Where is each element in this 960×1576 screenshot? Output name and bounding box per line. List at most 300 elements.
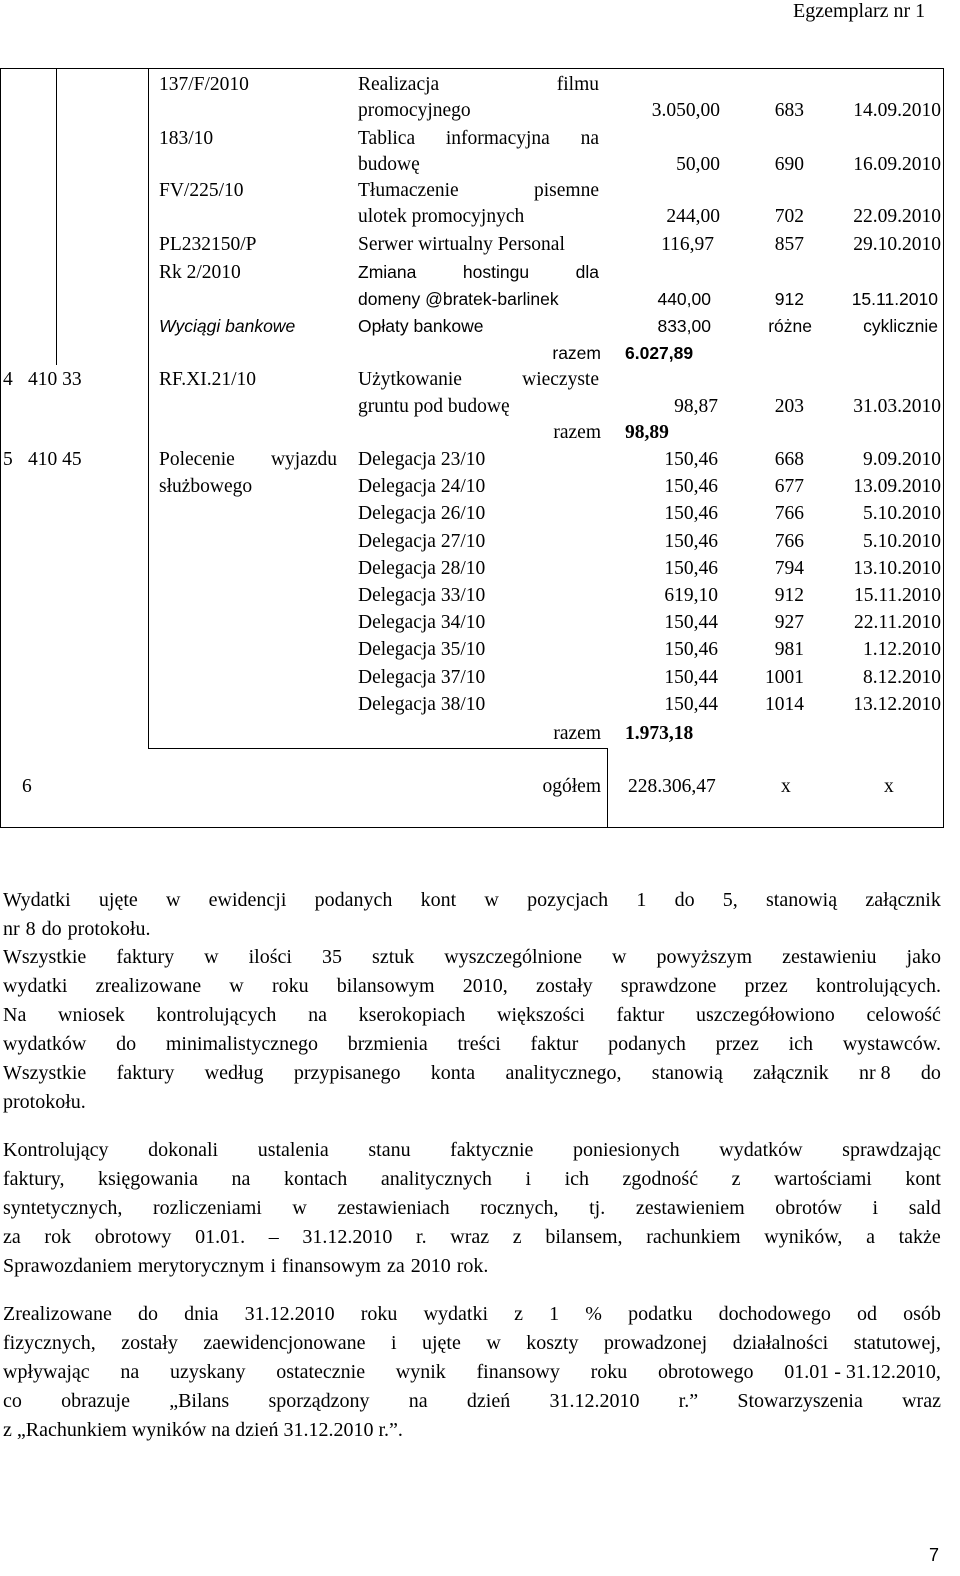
word: a <box>866 1225 875 1248</box>
amount: 50,00 <box>676 154 720 175</box>
word: rok <box>44 1225 72 1248</box>
word: kserokopiach <box>358 1003 466 1026</box>
word: stanu <box>368 1139 411 1161</box>
word: zostały <box>121 1331 178 1354</box>
word: – <box>268 1225 279 1248</box>
word: Wszystkie <box>3 946 87 968</box>
table-top-border <box>0 68 944 69</box>
word: sprawdzając <box>842 1139 941 1161</box>
word: z „Rachunkiem wyników na dzień 31.12.2010 r.”. <box>3 1418 403 1441</box>
table-left-border <box>0 68 1 828</box>
word: uzyskany <box>169 1360 246 1383</box>
paragraph <box>3 1300 941 1445</box>
word: faktycznie <box>450 1139 534 1161</box>
word: i <box>270 1254 277 1277</box>
text-line <box>3 1358 941 1387</box>
word: Zmiana <box>358 262 417 282</box>
word: protokołu. <box>67 917 151 940</box>
word: za <box>3 1225 21 1248</box>
word: na <box>120 1360 140 1383</box>
word: kontach <box>283 1167 348 1190</box>
word: rocznych, <box>480 1196 559 1219</box>
word: Na <box>3 1003 27 1026</box>
subtotal-value: 98,89 <box>625 422 669 443</box>
word: Kontrolujący <box>3 1139 109 1161</box>
delegation-description: Delegacja 35/10 <box>358 639 486 661</box>
delegation-description: Delegacja 37/10 <box>358 666 486 688</box>
word: faktury <box>116 1061 175 1084</box>
grand-total-no: x <box>781 776 791 797</box>
delegation-description: Delegacja 28/10 <box>358 557 486 579</box>
delegation-description: Delegacja 34/10 <box>358 612 486 634</box>
word: 31.12.2010 <box>549 1389 640 1412</box>
description-line: Opłaty bankowe <box>358 316 484 336</box>
word: podatku <box>628 1303 693 1325</box>
word: wniosek <box>58 1003 125 1026</box>
description-line <box>358 128 599 150</box>
word: rachunkiem <box>646 1225 741 1248</box>
word: uszczegółowiono <box>695 1003 835 1026</box>
paragraph <box>3 886 941 944</box>
word: na <box>408 1389 428 1412</box>
word: rozliczeniami <box>153 1196 262 1219</box>
word: Użytkowanie <box>358 369 462 390</box>
word: Realizacja <box>358 74 440 95</box>
amount: 150,46 <box>664 639 718 661</box>
entry-date: 29.10.2010 <box>853 234 941 255</box>
text-line <box>3 1059 941 1088</box>
entry-date: 1.12.2010 <box>863 639 941 661</box>
word: obrotowy <box>94 1225 172 1248</box>
word: zestawieniem <box>635 1196 745 1219</box>
word: sald <box>908 1196 941 1219</box>
word: do <box>137 1303 158 1325</box>
entry-date: 13.10.2010 <box>853 557 941 579</box>
word: faktury <box>116 946 175 968</box>
description-line <box>358 369 599 391</box>
word: Wydatki <box>3 889 71 911</box>
doc-number: 137/F/2010 <box>159 74 249 95</box>
account-number: 410 45 <box>28 449 82 470</box>
word: dokonali <box>148 1139 219 1161</box>
delegation-description: Delegacja 27/10 <box>358 530 486 552</box>
description-line: promocyjnego <box>358 100 471 121</box>
entry-date: 13.09.2010 <box>853 476 941 498</box>
paragraph <box>3 1136 941 1281</box>
word: ustalenia <box>257 1139 329 1161</box>
delegation-description: Delegacja 26/10 <box>358 503 486 525</box>
text-line <box>3 1165 941 1194</box>
description-line <box>358 74 599 96</box>
doc-number: 183/10 <box>159 128 214 149</box>
word: wydatków <box>3 1032 87 1055</box>
entry-date: 16.09.2010 <box>853 154 941 175</box>
word: wraz <box>450 1225 490 1248</box>
word: faktury, <box>3 1167 65 1190</box>
amount: 150,46 <box>664 503 718 525</box>
description-line <box>358 262 599 283</box>
word: 31.12.2010 <box>302 1225 393 1248</box>
word: celowość <box>866 1003 941 1026</box>
word: Tłumaczenie <box>358 180 459 201</box>
subtotal-label: razem <box>553 422 601 443</box>
word: zgodność <box>622 1167 699 1190</box>
word: większości <box>497 1003 585 1026</box>
delegation-description: Delegacja 38/10 <box>358 693 486 715</box>
entry-number: 677 <box>774 476 804 498</box>
word: informacyjna <box>445 128 550 149</box>
word: hostingu <box>462 262 530 282</box>
word: stanowią <box>651 1061 723 1084</box>
word: wpływając <box>3 1360 90 1383</box>
word: wydatki <box>3 974 68 997</box>
word: w <box>229 974 244 997</box>
entry-date: 5.10.2010 <box>863 530 941 552</box>
text-line <box>3 1416 941 1445</box>
word: 31.12.2010 <box>244 1303 335 1325</box>
word: nr 8 <box>858 1061 891 1084</box>
word: 2010 <box>410 1254 451 1277</box>
text-line <box>3 1223 941 1252</box>
word: podanych <box>314 889 393 911</box>
entry-number: 203 <box>774 396 804 417</box>
word: przez <box>715 1032 759 1055</box>
word: ich <box>564 1167 589 1190</box>
section-number: 4 <box>3 369 13 390</box>
word: Zrealizowane <box>3 1303 112 1325</box>
section-number: 6 <box>22 776 32 797</box>
word: od <box>856 1303 877 1325</box>
word: Stowarzyszenia <box>737 1389 863 1412</box>
word: 2010, <box>462 974 508 997</box>
word: fizycznych, <box>3 1331 96 1354</box>
entry-number: 981 <box>774 639 804 661</box>
word: roku <box>590 1360 628 1383</box>
text-line <box>3 915 941 944</box>
entry-number: 912 <box>774 585 804 606</box>
word: osób <box>903 1303 941 1325</box>
word: zaewidencjonowane <box>203 1331 366 1354</box>
word: kontrolujących <box>156 1003 277 1026</box>
word: ostatecznie <box>276 1360 366 1383</box>
word: wynik <box>395 1360 446 1383</box>
entry-number: 857 <box>774 234 804 255</box>
entry-date: 22.09.2010 <box>853 206 941 227</box>
grand-total-value: 228.306,47 <box>628 776 716 797</box>
section-title-line: służbowego <box>159 476 253 497</box>
table-row-divider <box>148 748 608 749</box>
description-line: gruntu pod budowę <box>358 396 510 417</box>
copy-label: Egzemplarz nr 1 <box>793 0 926 22</box>
word: obrotów <box>775 1196 842 1219</box>
entry-number: 1014 <box>765 693 804 715</box>
entry-number: 702 <box>774 206 804 227</box>
word: roku <box>271 974 309 997</box>
word: r. <box>416 1225 427 1248</box>
entry-number: 766 <box>774 530 804 552</box>
word: wraz <box>902 1389 941 1412</box>
description-line: Serwer wirtualny Personal <box>358 234 565 255</box>
word: rok. <box>456 1254 489 1277</box>
entry-date: 5.10.2010 <box>863 503 941 525</box>
word: z <box>731 1167 741 1190</box>
word: 1 <box>636 889 647 911</box>
subtotal-label: razem <box>552 343 601 363</box>
word: i <box>390 1331 397 1354</box>
word: za <box>386 1254 405 1277</box>
entry-date: 9.09.2010 <box>863 449 941 470</box>
text-line <box>3 943 941 972</box>
word: Tablica <box>358 128 416 149</box>
word: zestawieniach <box>337 1196 450 1219</box>
description-line: ulotek promocyjnych <box>358 206 525 227</box>
word: pozycjach <box>527 889 609 911</box>
word: minimalistycznego <box>165 1032 319 1055</box>
amount: 98,87 <box>674 396 718 417</box>
word: co <box>3 1389 22 1412</box>
amount: 150,46 <box>664 557 718 579</box>
word: treści <box>457 1032 501 1055</box>
word: w <box>486 1331 501 1354</box>
word: zostały <box>535 974 593 997</box>
word: wyszczególnione <box>444 946 583 968</box>
word: tj. <box>589 1196 606 1219</box>
table-bottom-border <box>0 827 944 828</box>
word: ilości <box>248 946 292 968</box>
amount: 619,10 <box>664 585 718 606</box>
entry-number: 927 <box>774 612 804 634</box>
word: bilansowym <box>336 974 435 997</box>
word: załącznik <box>865 889 941 911</box>
word: sprawdzone <box>620 974 717 997</box>
word: w <box>204 946 219 968</box>
table-col-divider <box>148 68 149 749</box>
entry-number: 766 <box>774 503 804 525</box>
entry-number: 1001 <box>765 666 804 688</box>
subtotal-value: 6.027,89 <box>625 343 694 363</box>
delegation-description: Delegacja 24/10 <box>358 476 486 498</box>
word: 5, <box>722 889 738 911</box>
word: koszty <box>526 1331 579 1354</box>
word: dla <box>575 262 599 282</box>
entry-number: 912 <box>774 289 804 309</box>
entry-date: 15.11.2010 <box>853 585 941 606</box>
word: w <box>292 1196 307 1219</box>
amount: 150,46 <box>664 476 718 498</box>
word: i <box>872 1196 879 1219</box>
page-number: 7 <box>929 1545 940 1565</box>
word: analitycznego, <box>505 1061 622 1084</box>
text-line <box>3 1088 941 1117</box>
text-line <box>3 1387 941 1416</box>
word: dnia <box>184 1303 219 1325</box>
section-title-line <box>159 449 337 471</box>
word: „Bilans <box>169 1389 230 1412</box>
account-number: 410 33 <box>28 369 82 390</box>
amount: 833,00 <box>657 316 711 336</box>
word: 01.01. <box>195 1225 246 1248</box>
text-line <box>3 1030 941 1059</box>
word: z <box>514 1303 524 1325</box>
entry-number: 690 <box>774 154 804 175</box>
amount: 116,97 <box>661 234 714 255</box>
word: statutowej, <box>853 1331 941 1354</box>
word: filmu <box>556 74 599 95</box>
word: protokołu. <box>3 1090 86 1113</box>
entry-number: 683 <box>774 100 804 121</box>
description-line: budowę <box>358 154 420 175</box>
word: finansowym <box>282 1254 381 1277</box>
word: także <box>898 1225 941 1248</box>
text-line <box>3 886 941 915</box>
word: w <box>612 946 627 968</box>
entry-number: różne <box>768 316 812 336</box>
word: poniesionych <box>573 1139 680 1161</box>
word: dzień <box>466 1389 511 1412</box>
amount: 150,46 <box>664 449 718 470</box>
word: pisemne <box>534 180 599 201</box>
text-line <box>3 1252 941 1281</box>
word: wydatki <box>423 1303 488 1325</box>
word: wieczyste <box>522 369 599 390</box>
entry-date: 13.12.2010 <box>853 693 941 715</box>
word: do <box>674 889 695 911</box>
word: obrazuje <box>61 1389 130 1412</box>
word: wyników, <box>764 1225 843 1248</box>
word: analitycznych <box>380 1167 492 1190</box>
description-line: domeny @bratek-barlinek <box>358 289 559 309</box>
entry-date: 22.11.2010 <box>853 612 941 634</box>
subtotal-label: razem <box>553 723 601 744</box>
description-line <box>358 180 599 202</box>
word: wartościami <box>774 1167 872 1190</box>
word: 1 <box>549 1303 560 1325</box>
word: 8 <box>25 917 36 940</box>
word: do <box>920 1061 941 1084</box>
table-col-divider <box>607 748 608 828</box>
word: księgowania <box>98 1167 198 1190</box>
text-line <box>3 1329 941 1358</box>
word: finansowy <box>476 1360 560 1383</box>
word: zestawieniu <box>782 946 877 968</box>
subtotal-value: 1.973,18 <box>625 723 694 744</box>
text-line <box>3 1300 941 1329</box>
word: faktur <box>616 1003 665 1026</box>
word: wyjazdu <box>270 449 337 470</box>
entry-number: 794 <box>774 557 804 579</box>
entry-number: 668 <box>774 449 804 470</box>
amount: 440,00 <box>657 289 711 309</box>
word: przypisanego <box>293 1061 401 1084</box>
word: z <box>512 1225 522 1248</box>
grand-total-date: x <box>884 776 894 797</box>
word: na <box>308 1003 327 1026</box>
word: wydatków <box>719 1139 803 1161</box>
text-line <box>3 1001 941 1030</box>
text-line <box>3 972 941 1001</box>
word: faktur <box>530 1032 579 1055</box>
amount: 150,46 <box>664 530 718 552</box>
word: syntetycznych, <box>3 1196 123 1219</box>
word: roku <box>360 1303 398 1325</box>
word: obrotowego <box>657 1360 754 1383</box>
doc-number: FV/225/10 <box>159 180 244 201</box>
word: działalności <box>732 1331 829 1354</box>
word: % <box>585 1303 602 1325</box>
word: konta <box>430 1061 476 1084</box>
word: podanych <box>608 1032 686 1055</box>
word: do <box>116 1032 137 1055</box>
word: przez <box>744 974 788 997</box>
word: ujęte <box>98 889 138 911</box>
table-right-border <box>943 68 944 828</box>
entry-date: cyklicznie <box>863 316 938 336</box>
amount: 150,44 <box>664 693 718 715</box>
word: zrealizowane <box>95 974 202 997</box>
entry-date: 14.09.2010 <box>853 100 941 121</box>
grand-total-label: ogółem <box>542 776 601 797</box>
word: w <box>484 889 499 911</box>
word: sztuk <box>372 946 415 968</box>
amount: 150,44 <box>664 612 718 634</box>
word: jako <box>906 946 941 968</box>
word: prowadzonej <box>603 1331 708 1354</box>
table-col-divider <box>56 68 57 365</box>
doc-number: RF.XI.21/10 <box>159 369 257 390</box>
word: merytorycznym <box>137 1254 265 1277</box>
paragraph <box>3 943 941 1116</box>
word: sporządzony <box>268 1389 370 1412</box>
text-line <box>3 1194 941 1223</box>
word: stanowią <box>766 889 838 911</box>
word: Polecenie <box>159 449 235 470</box>
word: kontrolujących. <box>816 974 941 997</box>
word: ich <box>788 1032 814 1055</box>
word: r.” <box>678 1389 699 1412</box>
word: dochodowego <box>718 1303 831 1325</box>
word: 35 <box>322 946 342 968</box>
word: bilansem, <box>545 1225 623 1248</box>
amount: 244,00 <box>666 206 720 227</box>
word: i <box>525 1167 532 1190</box>
word: Wszystkie <box>3 1061 87 1084</box>
word: Sprawozdaniem <box>3 1254 132 1277</box>
delegation-description: Delegacja 33/10 <box>358 585 486 606</box>
amount: 3.050,00 <box>651 100 720 121</box>
word: kont <box>905 1167 941 1190</box>
doc-number: PL232150/P <box>159 234 257 255</box>
entry-date: 15.11.2010 <box>851 289 938 309</box>
delegation-description: Delegacja 23/10 <box>358 449 486 470</box>
doc-number: Wyciągi bankowe <box>159 316 296 336</box>
word: w <box>165 889 181 911</box>
entry-date: 8.12.2010 <box>863 666 941 688</box>
section-number: 5 <box>3 449 13 470</box>
word: do <box>41 917 62 940</box>
entry-date: 31.03.2010 <box>853 396 941 417</box>
text-line <box>3 1136 941 1165</box>
word: ewidencji <box>208 889 287 911</box>
word: kont <box>420 889 457 911</box>
word: wystawców. <box>842 1032 941 1055</box>
word: 01.01 - 31.12.2010, <box>784 1360 941 1383</box>
word: brzmienia <box>347 1032 428 1055</box>
word: powyższym <box>656 946 753 968</box>
word: według <box>204 1061 264 1084</box>
word: ujęte <box>421 1331 461 1354</box>
amount: 150,44 <box>664 666 718 688</box>
word: nr <box>3 917 20 940</box>
